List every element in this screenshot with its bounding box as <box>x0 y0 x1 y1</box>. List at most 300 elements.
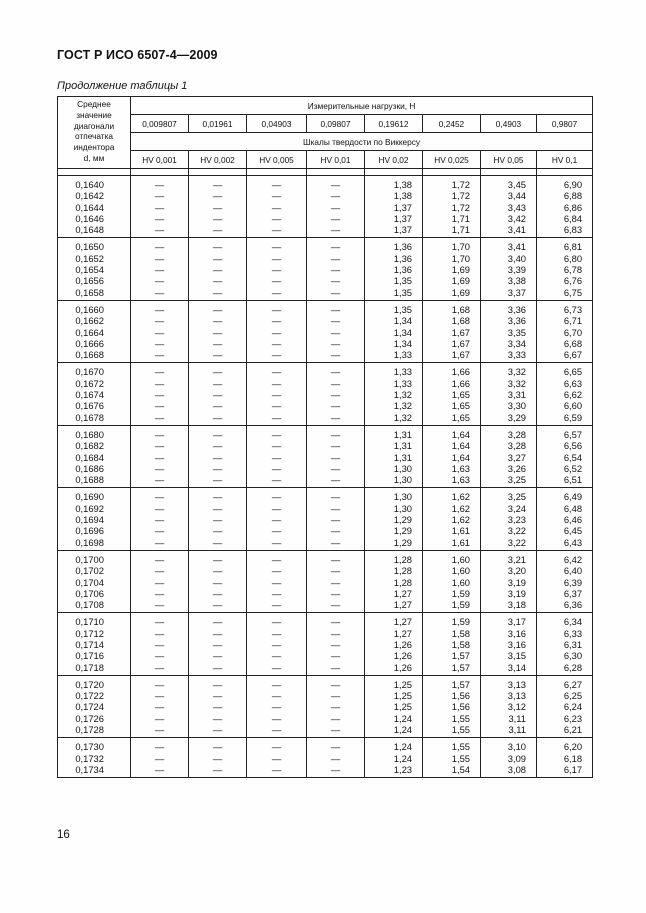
hardness-cell <box>423 488 481 550</box>
dash-mark: — <box>154 411 165 423</box>
hardness-value: 6,18 <box>563 752 583 764</box>
dash-mark: — <box>271 650 282 662</box>
hardness-value: 3,35 <box>507 326 526 338</box>
hardness-value: 6,36 <box>563 599 583 611</box>
diagonal-value: 0,1664 <box>75 326 104 338</box>
dash-mark: — <box>271 525 282 537</box>
dash-mark: — <box>154 400 165 412</box>
hardness-value: 6,40 <box>563 565 583 577</box>
hardness-value: 6,59 <box>563 411 583 423</box>
hardness-value: 3,26 <box>507 462 526 474</box>
table-row-group <box>58 488 593 550</box>
hardness-cell <box>537 488 593 550</box>
dash-mark: — <box>330 701 341 713</box>
dash-mark: — <box>330 349 341 361</box>
dash-mark: — <box>271 474 282 486</box>
empty-hv-cell <box>247 425 307 487</box>
hardness-value: 1,25 <box>393 701 412 713</box>
dash-mark: — <box>154 315 165 327</box>
dash-mark: — <box>212 241 223 253</box>
hardness-value: 6,78 <box>563 264 583 276</box>
hardness-value: 1,25 <box>393 678 412 690</box>
hardness-value: 1,30 <box>393 502 412 514</box>
table-row-group <box>58 425 593 487</box>
hardness-value: 3,11 <box>508 724 526 736</box>
dash-mark: — <box>330 638 341 650</box>
hardness-value: 1,67 <box>451 349 470 361</box>
diagonal-value: 0,1710 <box>75 616 104 628</box>
hardness-value: 1,23 <box>393 763 412 775</box>
hardness-value: 1,72 <box>451 190 470 202</box>
hardness-value: 6,54 <box>563 451 583 463</box>
hardness-value: 6,31 <box>563 638 583 650</box>
hardness-value: 1,36 <box>393 241 412 253</box>
load-value-header: 0,9807 <box>537 115 593 133</box>
dash-mark: — <box>271 428 282 440</box>
diagonal-value: 0,1712 <box>75 627 104 639</box>
hardness-value: 3,36 <box>507 315 526 327</box>
dash-mark: — <box>154 286 165 298</box>
dash-mark: — <box>212 411 223 423</box>
table-row-group <box>58 738 593 778</box>
hardness-cell <box>537 425 593 487</box>
hardness-value: 1,37 <box>393 201 412 213</box>
dash-mark: — <box>330 576 341 588</box>
dash-mark: — <box>154 389 165 401</box>
diagonal-cell <box>58 300 131 362</box>
empty-hv-cell <box>131 176 189 238</box>
empty-hv-cell <box>189 300 247 362</box>
dash-mark: — <box>212 638 223 650</box>
hardness-value: 3,33 <box>507 349 526 361</box>
hardness-value: 1,72 <box>451 179 470 190</box>
hardness-cell <box>423 238 481 300</box>
hardness-value: 1,66 <box>451 366 470 378</box>
scale-header: HV 0,1 <box>537 151 593 169</box>
hardness-cell <box>365 300 423 362</box>
empty-hv-cell <box>307 176 365 238</box>
dash-mark: — <box>330 286 341 298</box>
hardness-value: 6,28 <box>563 661 583 673</box>
dash-mark: — <box>212 514 223 526</box>
dash-mark: — <box>271 514 282 526</box>
dash-mark: — <box>330 377 341 389</box>
hardness-value: 1,32 <box>393 389 412 401</box>
dash-mark: — <box>271 377 282 389</box>
hardness-value: 6,70 <box>563 326 583 338</box>
scale-header: HV 0,002 <box>189 151 247 169</box>
hardness-cell <box>537 550 593 612</box>
empty-hv-cell <box>247 238 307 300</box>
load-value-header: 0,09807 <box>307 115 365 133</box>
hardness-cell <box>423 363 481 425</box>
hardness-value: 3,23 <box>507 514 526 526</box>
diagonal-value: 0,1678 <box>75 411 104 423</box>
hardness-value: 1,57 <box>451 661 470 673</box>
hardness-value: 3,45 <box>507 179 526 190</box>
dash-mark: — <box>271 303 282 315</box>
hardness-value: 1,38 <box>393 179 412 190</box>
hardness-cell <box>537 738 593 778</box>
dash-mark: — <box>212 377 223 389</box>
dash-mark: — <box>212 712 223 724</box>
hardness-value: 1,62 <box>451 491 470 503</box>
dash-mark: — <box>154 678 165 690</box>
hardness-value: 6,25 <box>563 690 583 702</box>
hardness-value: 1,30 <box>393 462 412 474</box>
hardness-value: 1,55 <box>451 752 470 764</box>
dash-mark: — <box>154 514 165 526</box>
hardness-value: 1,63 <box>451 462 470 474</box>
empty-hv-cell <box>307 300 365 362</box>
hardness-value: 1,58 <box>451 638 470 650</box>
empty-hv-cell <box>307 550 365 612</box>
hardness-value: 3,12 <box>507 701 526 713</box>
dash-mark: — <box>212 599 223 611</box>
hardness-value: 6,86 <box>563 201 583 213</box>
empty-hv-cell <box>307 675 365 737</box>
hardness-cell <box>481 488 537 550</box>
hardness-value: 3,43 <box>507 201 526 213</box>
empty-hv-cell <box>247 738 307 778</box>
dash-mark: — <box>154 264 165 276</box>
empty-hv-cell <box>247 176 307 238</box>
hardness-value: 1,38 <box>393 190 412 202</box>
diagonal-value: 0,1674 <box>75 389 104 401</box>
hardness-value: 6,65 <box>563 366 583 378</box>
diagonal-cell <box>58 675 131 737</box>
dash-mark: — <box>271 440 282 452</box>
dash-mark: — <box>271 349 282 361</box>
dash-mark: — <box>154 690 165 702</box>
hardness-cell <box>365 488 423 550</box>
hardness-value: 3,32 <box>507 377 526 389</box>
hardness-value: 6,46 <box>563 514 583 526</box>
hardness-value: 3,41 <box>507 241 526 253</box>
dash-mark: — <box>330 389 341 401</box>
dash-mark: — <box>212 536 223 548</box>
hardness-value: 1,71 <box>451 212 470 224</box>
hardness-cell <box>365 363 423 425</box>
dash-mark: — <box>212 752 223 764</box>
hardness-value: 1,28 <box>393 553 412 565</box>
hardness-cell <box>423 300 481 362</box>
spacer-cell <box>481 169 537 176</box>
dash-mark: — <box>271 701 282 713</box>
dash-mark: — <box>271 462 282 474</box>
empty-hv-cell <box>189 425 247 487</box>
empty-hv-cell <box>247 488 307 550</box>
empty-hv-cell <box>307 238 365 300</box>
dash-mark: — <box>154 190 165 202</box>
empty-hv-cell <box>247 613 307 675</box>
load-value-header: 0,04903 <box>247 115 307 133</box>
hardness-cell <box>537 613 593 675</box>
dash-mark: — <box>212 462 223 474</box>
diagonal-value: 0,1666 <box>75 337 104 349</box>
hardness-value: 1,31 <box>393 451 412 463</box>
dash-mark: — <box>330 514 341 526</box>
hardness-value: 1,64 <box>451 428 470 440</box>
dash-mark: — <box>271 690 282 702</box>
dash-mark: — <box>271 712 282 724</box>
empty-hv-cell <box>307 425 365 487</box>
dash-mark: — <box>154 576 165 588</box>
dash-mark: — <box>271 179 282 190</box>
empty-hv-cell <box>307 738 365 778</box>
hardness-value: 6,76 <box>563 275 583 287</box>
hardness-value: 1,31 <box>393 440 412 452</box>
dash-mark: — <box>330 587 341 599</box>
hardness-value: 1,25 <box>393 690 412 702</box>
diagonal-value: 0,1694 <box>75 514 104 526</box>
hardness-value: 6,33 <box>563 627 583 639</box>
dash-mark: — <box>271 553 282 565</box>
dash-mark: — <box>154 377 165 389</box>
table-row-group <box>58 550 593 612</box>
hardness-value: 6,45 <box>563 525 583 537</box>
dash-mark: — <box>154 212 165 224</box>
dash-mark: — <box>212 190 223 202</box>
diagonal-value: 0,1676 <box>75 400 104 412</box>
diagonal-value: 0,1648 <box>75 224 104 236</box>
hardness-value: 3,11 <box>508 712 526 724</box>
dash-mark: — <box>212 525 223 537</box>
diag-header-unit: d, мм <box>83 152 105 163</box>
hardness-value: 6,60 <box>563 400 583 412</box>
dash-mark: — <box>271 752 282 764</box>
hardness-value: 1,35 <box>393 286 412 298</box>
hardness-value: 1,34 <box>393 315 412 327</box>
table-row-group <box>58 675 593 737</box>
hardness-value: 3,16 <box>507 638 526 650</box>
dash-mark: — <box>154 752 165 764</box>
dash-mark: — <box>330 616 341 628</box>
table-caption: Продолжение таблицы 1 <box>57 80 188 92</box>
dash-mark: — <box>154 337 165 349</box>
dash-mark: — <box>330 201 341 213</box>
dash-mark: — <box>330 724 341 736</box>
diagonal-value: 0,1734 <box>75 763 104 775</box>
hardness-value: 6,88 <box>563 190 583 202</box>
hardness-value: 1,28 <box>393 576 412 588</box>
hardness-value: 1,63 <box>451 474 470 486</box>
hardness-value: 1,31 <box>393 428 412 440</box>
empty-hv-cell <box>131 738 189 778</box>
hardness-value: 1,68 <box>451 315 470 327</box>
table-row-group <box>58 613 593 675</box>
dash-mark: — <box>271 400 282 412</box>
hardness-value: 6,80 <box>563 252 583 264</box>
table-row-group <box>58 238 593 300</box>
dash-mark: — <box>154 627 165 639</box>
hardness-value: 1,59 <box>451 599 470 611</box>
hardness-value: 3,27 <box>507 451 526 463</box>
diagonal-value: 0,1658 <box>75 286 104 298</box>
scale-header: HV 0,05 <box>481 151 537 169</box>
spacer-cell <box>365 169 423 176</box>
dash-mark: — <box>154 451 165 463</box>
hardness-cell <box>481 363 537 425</box>
scale-header: HV 0,01 <box>307 151 365 169</box>
dash-mark: — <box>271 389 282 401</box>
dash-mark: — <box>330 565 341 577</box>
hardness-value: 3,25 <box>507 474 526 486</box>
hardness-cell <box>365 176 423 238</box>
hardness-value: 6,71 <box>563 315 583 327</box>
empty-hv-cell <box>131 300 189 362</box>
dash-mark: — <box>271 212 282 224</box>
hardness-value: 3,36 <box>507 303 526 315</box>
hardness-value: 6,51 <box>563 474 583 486</box>
dash-mark: — <box>212 650 223 662</box>
hardness-value: 1,29 <box>393 525 412 537</box>
table-row-group <box>58 176 593 238</box>
dash-mark: — <box>271 536 282 548</box>
dash-mark: — <box>212 400 223 412</box>
dash-mark: — <box>330 366 341 378</box>
dash-mark: — <box>212 212 223 224</box>
dash-mark: — <box>330 752 341 764</box>
hardness-value: 1,36 <box>393 264 412 276</box>
hardness-value: 1,30 <box>393 474 412 486</box>
dash-mark: — <box>212 349 223 361</box>
diagonal-cell <box>58 176 131 238</box>
hardness-cell <box>481 300 537 362</box>
diagonal-value: 0,1706 <box>75 587 104 599</box>
dash-mark: — <box>271 264 282 276</box>
hardness-value: 6,63 <box>563 377 583 389</box>
hardness-value: 1,64 <box>451 440 470 452</box>
dash-mark: — <box>212 303 223 315</box>
hardness-value: 1,57 <box>451 678 470 690</box>
hardness-cell <box>537 238 593 300</box>
empty-hv-cell <box>131 675 189 737</box>
hardness-value: 3,15 <box>507 650 526 662</box>
dash-mark: — <box>212 491 223 503</box>
diagonal-value: 0,1656 <box>75 275 104 287</box>
hardness-value: 1,34 <box>393 326 412 338</box>
hardness-value: 3,18 <box>507 599 526 611</box>
hardness-cell <box>423 738 481 778</box>
table-row-group <box>58 363 593 425</box>
empty-hv-cell <box>189 675 247 737</box>
hardness-cell <box>537 363 593 425</box>
hardness-value: 1,61 <box>451 525 470 537</box>
diagonal-value: 0,1690 <box>75 491 104 503</box>
empty-hv-cell <box>131 363 189 425</box>
dash-mark: — <box>271 224 282 236</box>
hardness-value: 1,60 <box>451 576 470 588</box>
hardness-value: 1,35 <box>393 303 412 315</box>
dash-mark: — <box>154 201 165 213</box>
dash-mark: — <box>330 474 341 486</box>
hardness-value: 1,69 <box>451 264 470 276</box>
dash-mark: — <box>212 678 223 690</box>
hardness-value: 1,55 <box>451 741 470 753</box>
hardness-value: 3,09 <box>507 752 526 764</box>
hardness-value: 1,57 <box>451 650 470 662</box>
dash-mark: — <box>330 315 341 327</box>
empty-hv-cell <box>189 550 247 612</box>
diagonal-cell <box>58 550 131 612</box>
hardness-cell <box>537 675 593 737</box>
hardness-value: 1,70 <box>451 252 470 264</box>
dash-mark: — <box>271 315 282 327</box>
diagonal-value: 0,1670 <box>75 366 104 378</box>
empty-hv-cell <box>189 613 247 675</box>
diagonal-cell <box>58 238 131 300</box>
dash-mark: — <box>330 411 341 423</box>
hardness-value: 1,26 <box>393 650 412 662</box>
dash-mark: — <box>154 474 165 486</box>
dash-mark: — <box>271 326 282 338</box>
empty-hv-cell <box>131 425 189 487</box>
hardness-value: 6,83 <box>563 224 583 236</box>
dash-mark: — <box>271 411 282 423</box>
diagonal-cell <box>58 425 131 487</box>
hardness-value: 6,42 <box>563 553 583 565</box>
hardness-value: 6,23 <box>563 712 583 724</box>
diagonal-value: 0,1708 <box>75 599 104 611</box>
dash-mark: — <box>154 275 165 287</box>
empty-hv-cell <box>189 738 247 778</box>
scale-header: HV 0,025 <box>423 151 481 169</box>
dash-mark: — <box>330 763 341 775</box>
diagonal-value: 0,1642 <box>75 190 104 202</box>
hardness-value: 1,30 <box>393 491 412 503</box>
diagonal-value: 0,1732 <box>75 752 104 764</box>
load-value-header: 0,4903 <box>481 115 537 133</box>
hardness-value: 6,20 <box>563 741 583 753</box>
empty-hv-cell <box>189 238 247 300</box>
hardness-value: 3,22 <box>507 525 526 537</box>
dash-mark: — <box>212 741 223 753</box>
dash-mark: — <box>271 587 282 599</box>
diagonal-value: 0,1682 <box>75 440 104 452</box>
hardness-value: 1,32 <box>393 400 412 412</box>
dash-mark: — <box>212 389 223 401</box>
dash-mark: — <box>330 190 341 202</box>
empty-hv-cell <box>307 613 365 675</box>
empty-hv-cell <box>247 363 307 425</box>
dash-mark: — <box>212 326 223 338</box>
diagonal-value: 0,1652 <box>75 252 104 264</box>
dash-mark: — <box>271 201 282 213</box>
empty-hv-cell <box>189 488 247 550</box>
hardness-cell <box>365 675 423 737</box>
load-value-header: 0,009807 <box>131 115 189 133</box>
dash-mark: — <box>330 536 341 548</box>
empty-hv-cell <box>131 613 189 675</box>
dash-mark: — <box>154 491 165 503</box>
hardness-value: 3,32 <box>507 366 526 378</box>
diag-header-line: диагонали <box>73 120 115 131</box>
dash-mark: — <box>212 576 223 588</box>
scale-header: HV 0,005 <box>247 151 307 169</box>
dash-mark: — <box>212 337 223 349</box>
dash-mark: — <box>212 553 223 565</box>
spacer-cell <box>423 169 481 176</box>
dash-mark: — <box>271 366 282 378</box>
dash-mark: — <box>212 763 223 775</box>
hardness-value: 6,81 <box>563 241 583 253</box>
dash-mark: — <box>212 627 223 639</box>
dash-mark: — <box>212 275 223 287</box>
dash-mark: — <box>271 565 282 577</box>
dash-mark: — <box>154 650 165 662</box>
dash-mark: — <box>271 190 282 202</box>
